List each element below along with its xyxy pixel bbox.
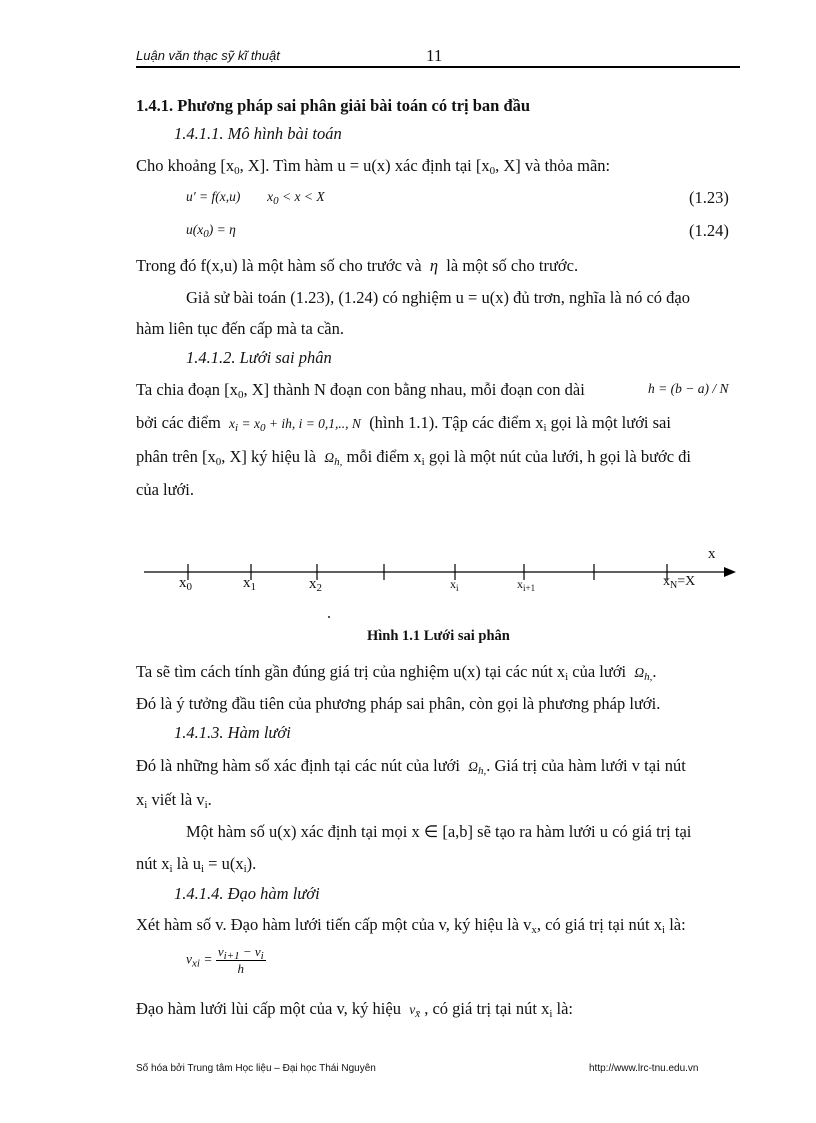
paragraph-8-line-1: Một hàm số u(x) xác định tại mọi x ∈ [a,b] sẽ tạo ra hàm lưới u có giá trị tại <box>186 822 692 841</box>
grid-figure <box>136 548 736 604</box>
tick-label-x1: $x_1$ <box>243 575 256 593</box>
equation-tag-1-24: (1.24) <box>689 221 729 240</box>
subsection-title-2: 1.4.1.2. Lưới sai phân <box>186 348 332 367</box>
page-number: 11 <box>426 46 443 65</box>
equation-1-24: $u(x_0) = \eta$ <box>186 222 236 240</box>
paragraph-5: Ta sẽ tìm cách tính gần đúng giá trị của nghiệm u(x) tại các nút $x_i$ của lưới $\Omega_{h,}$. <box>136 662 657 683</box>
paragraph-8-line-2: nút $x_i$ là $u_i = u(x_i)$. <box>136 854 257 875</box>
tick-label-x2: $x_2$ <box>309 576 322 594</box>
paragraph-7-line-1: Đó là những hàm số xác định tại các nút của lưới $\Omega_{h,}$. Giá trị của hàm lưới v tại nút <box>136 756 686 777</box>
figure-caption: Hình 1.1 Lưới sai phân <box>367 628 510 644</box>
tick-label-xi: $x_i$ <box>450 577 459 593</box>
axis-label-x: x <box>708 546 716 562</box>
running-header-title: Luận văn thạc sỹ kĩ thuật <box>136 48 280 63</box>
equation-1-23: u' = f(x,u) $x_0 < x < X$ <box>186 189 325 207</box>
paragraph-4-line-2: bởi các điểm $x_i = x_0$ + ih, i = 0,1,.., N (hình 1.1). Tập các điểm $x_i$ gọi là một lưới sai <box>136 413 671 434</box>
paragraph-4-line-4: của lưới. <box>136 480 194 499</box>
paragraph-10: Đạo hàm lưới lùi cấp một của v, ký hiệu $v_{x̄}$ , có giá trị tại nút $x_i$ là: <box>136 999 574 1020</box>
paragraph-7-line-2: $x_i$ viết là $v_i$. <box>136 790 212 811</box>
subsection-title-3: 1.4.1.3. Hàm lưới <box>174 723 291 742</box>
paragraph-1: Cho khoảng [$x_0$, X]. Tìm hàm u = u(x) xác định tại [$x_0$, X] và thỏa mãn: <box>136 156 611 177</box>
paragraph-6: Đó là ý tưởng đầu tiên của phương pháp sai phân, còn gọi là phương pháp lưới. <box>136 694 661 713</box>
footer-url[interactable]: http://www.lrc-tnu.edu.vn <box>589 1063 699 1074</box>
equation-tag-1-23: (1.23) <box>689 188 729 207</box>
paragraph-4-line-3: phân trên [$x_0$, X] ký hiệu là $\Omega_{h,}$ mỗi điểm $x_i$ gọi là một nút của lưới, h gọi là bước đi <box>136 447 692 468</box>
subsection-title-4: 1.4.1.4. Đạo hàm lưới <box>174 884 320 903</box>
footer-source: Số hóa bởi Trung tâm Học liệu – Đại học Thái Nguyên <box>136 1063 376 1074</box>
paragraph-4-line-1: Ta chia đoạn [$x_0$, X] thành N đoạn con bằng nhau, mỗi đoạn con dài <box>136 380 585 401</box>
paragraph-9: Xét hàm số v. Đạo hàm lưới tiến cấp một của v, ký hiệu là $v_x$, có giá trị tại nút $x_i$ là: <box>136 915 686 936</box>
axis-arrow <box>724 567 736 577</box>
forward-difference-formula: $v_{xi}$ = $\frac{v_{i+1} - v_i}{h}$ <box>186 944 264 976</box>
subsection-title-1: 1.4.1.1. Mô hình bài toán <box>174 124 342 143</box>
paragraph-3-line-2: hàm liên tục đến cấp mà ta cần. <box>136 319 344 338</box>
header-rule <box>136 66 740 68</box>
tick-label-x0: $x_0$ <box>179 575 192 593</box>
forward-difference-fraction: $\frac{v_{i+1} - v_i}{h}$ <box>217 944 264 976</box>
paragraph-2: Trong đó f(x,u) là một hàm số cho trước và η là một số cho trước. <box>136 256 579 275</box>
tick-label-xi1: $x_{i+1}$ <box>517 577 536 593</box>
section-title: 1.4.1. Phương pháp sai phân giải bài toán có trị ban đầu <box>136 96 531 115</box>
tick-label-xN: $x_N=X$ <box>663 574 696 591</box>
stray-dot <box>328 616 330 618</box>
step-size-formula: h = (b − a) / N <box>648 381 729 396</box>
paragraph-3-line-1: Giả sử bài toán (1.23), (1.24) có nghiệm u = u(x) đủ trơn, nghĩa là nó có đạo <box>186 288 690 307</box>
